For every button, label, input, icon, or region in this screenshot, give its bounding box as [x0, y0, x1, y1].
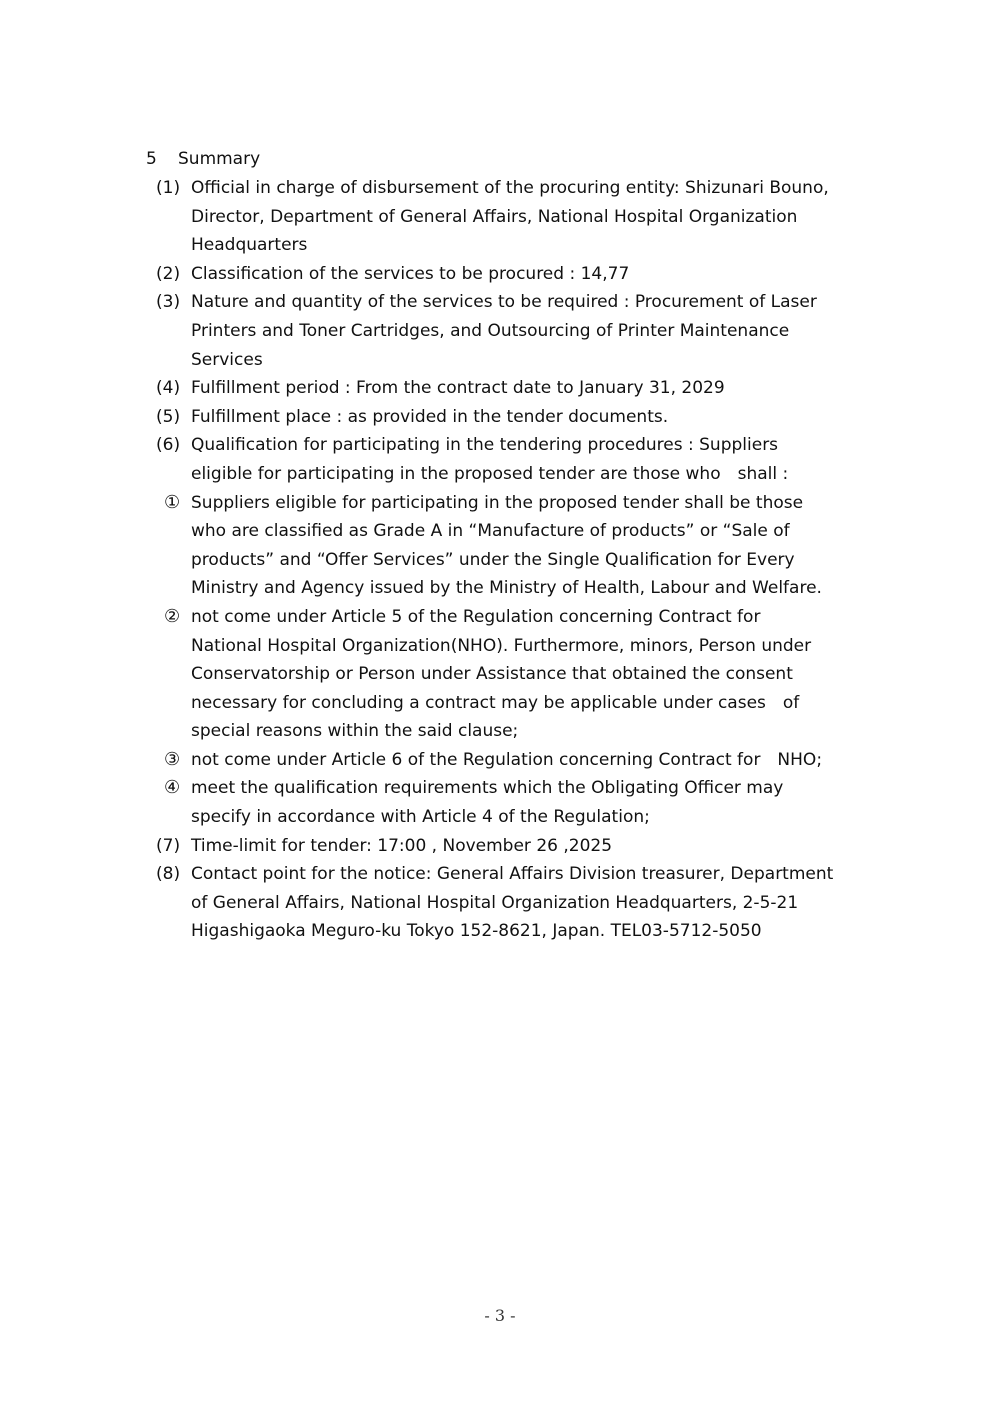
item-text-line: Qualification for participating in the tendering procedures : Suppliers — [191, 435, 779, 456]
item-marker: (5) — [156, 406, 181, 427]
item-text-line: eligible for participating in the proposed tender are those who shall : — [191, 463, 789, 484]
summary-item — [150, 174, 870, 260]
item-marker: ② — [164, 605, 181, 627]
summary-item — [150, 832, 870, 861]
item-text-line: not come under Article 6 of the Regulation concerning Contract for NHO; — [191, 749, 823, 770]
item-marker: ④ — [164, 777, 181, 799]
item-text-line: Director, Department of General Affairs, National Hospital Organization — [191, 206, 798, 227]
item-marker: ① — [164, 491, 181, 513]
item-marker: (1) — [156, 178, 181, 198]
item-text-line: Classification of the services to be procured : 14,77 — [191, 263, 630, 284]
summary-item — [150, 860, 870, 946]
item-text-line: Suppliers eligible for participating in the proposed tender shall be those — [191, 492, 804, 513]
summary-item — [150, 489, 870, 603]
item-text-line: not come under Article 5 of the Regulation concerning Contract for — [191, 606, 761, 627]
summary-item — [150, 288, 870, 374]
summary-item — [150, 603, 870, 746]
summary-item — [150, 431, 870, 488]
section-number: 5 — [146, 149, 157, 169]
item-text-line: Fulfillment place : as provided in the tender documents. — [191, 406, 669, 427]
summary-item — [150, 403, 870, 432]
summary-item — [150, 774, 870, 831]
item-text-line: Ministry and Agency issued by the Ministry of Health, Labour and Welfare. — [191, 578, 822, 599]
summary-list — [150, 174, 870, 946]
item-text-line: Headquarters — [191, 235, 308, 256]
item-marker: (3) — [156, 292, 181, 313]
item-text-line: necessary for concluding a contract may be applicable under cases of — [191, 692, 800, 713]
item-text-line: Fulfillment period : From the contract date to January 31, 2029 — [191, 378, 725, 399]
item-text-line: Conservatorship or Person under Assistance that obtained the consent — [191, 664, 793, 685]
item-marker: (8) — [156, 864, 181, 885]
item-text-line: Printers and Toner Cartridges, and Outsourcing of Printer Maintenance — [191, 320, 790, 341]
item-text-line: Official in charge of disbursement of the procuring entity: Shizunari Bouno, — [191, 178, 829, 198]
item-text-line: Services — [191, 349, 263, 370]
summary-item — [150, 374, 870, 403]
summary-item — [150, 260, 870, 289]
item-text-line: Higashigaoka Meguro-ku Tokyo 152-8621, Japan. TEL03-5712-5050 — [191, 921, 762, 942]
item-text-line: of General Affairs, National Hospital Organization Headquarters, 2-5-21 — [191, 892, 799, 913]
section-title: Summary — [178, 149, 261, 169]
item-text-line: who are classified as Grade A in “Manufacture of products” or “Sale of — [191, 521, 790, 542]
item-text-line: National Hospital Organization(NHO). Furthermore, minors, Person under — [191, 635, 812, 656]
section-heading — [146, 147, 260, 171]
item-marker: ③ — [164, 748, 181, 770]
item-text-line: special reasons within the said clause; — [191, 721, 519, 742]
item-text-line: Time-limit for tender: 17:00 , November 26 ,2025 — [191, 835, 613, 856]
page-number: - 3 - — [484, 1306, 516, 1325]
item-marker: (2) — [156, 263, 181, 284]
item-marker: (7) — [156, 835, 181, 856]
item-text-line: meet the qualification requirements which the Obligating Officer may — [191, 778, 784, 799]
summary-item — [150, 746, 870, 775]
item-text-line: specify in accordance with Article 4 of the Regulation; — [191, 807, 650, 828]
item-marker: (4) — [156, 378, 181, 399]
item-text-line: Nature and quantity of the services to be required : Procurement of Laser — [191, 292, 817, 313]
item-marker: (6) — [156, 435, 181, 456]
item-text-line: products” and “Offer Services” under the Single Qualification for Every — [191, 549, 795, 570]
item-text-line: Contact point for the notice: General Affairs Division treasurer, Department — [191, 864, 834, 885]
